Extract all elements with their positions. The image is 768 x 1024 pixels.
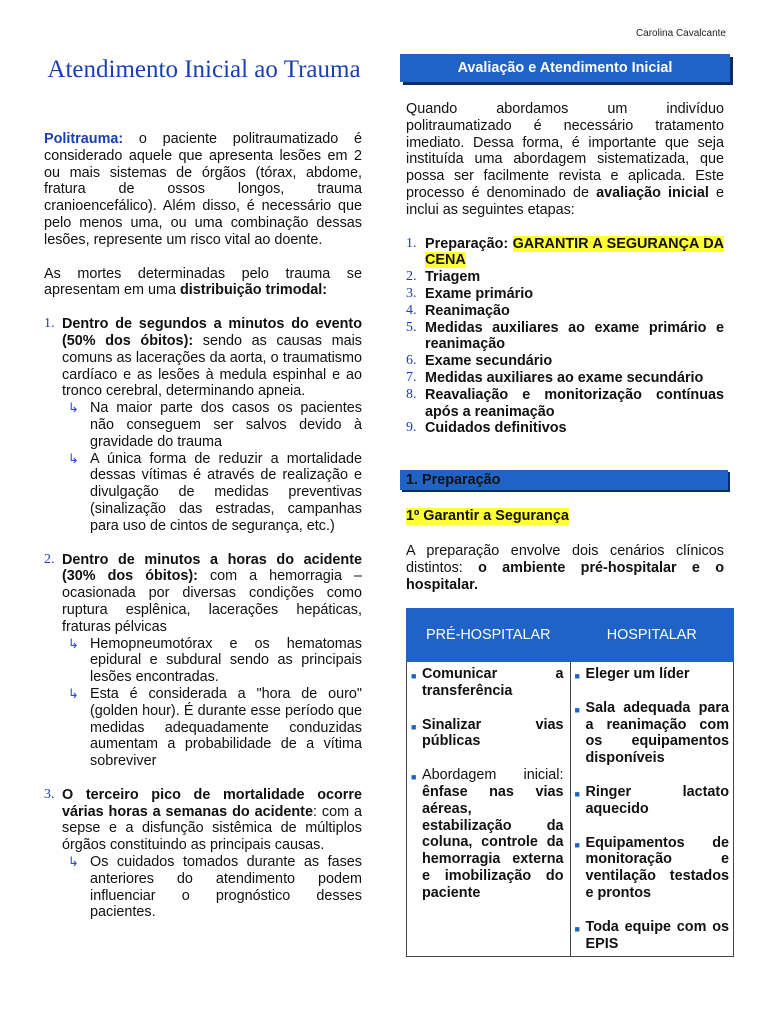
square-bullet-icon: ■ — [574, 839, 580, 850]
peak-title: Dentro de minutos a horas do acidente (30% dos óbitos): — [62, 551, 362, 585]
table-header-hosp: HOSPITALAR — [570, 609, 734, 662]
sub-item — [44, 854, 362, 921]
step-item — [406, 420, 724, 437]
table-list-item — [575, 835, 730, 902]
step-highlight: GARANTIR A SEGURANÇA DA CENA — [425, 235, 724, 269]
sub-text: Esta é considerada a "hora de ouro" (golden hour). É durante esse período que medidas adequadamente conduzidas aumentam a probabilidade de a vítima sobreviver — [90, 685, 362, 770]
step-number: 1. — [406, 235, 417, 251]
sub-text: A única forma de reduzir a mortalidade dessas vítimas é através de realização e divulgação de medidas preventivas (sinalização das estradas, campanhas para uso de cintos de segurança, etc.) — [90, 450, 362, 534]
list-item — [44, 316, 362, 400]
hospital-cell — [570, 662, 734, 957]
step-item — [406, 236, 724, 270]
arrow-bullet-icon: ↳ — [68, 635, 79, 651]
step-text: Cuidados definitivos — [425, 420, 567, 437]
item-bold: ênfase nas vias aéreas, estabilização da coluna, controle da hemorragia externa e imobilização do paciente — [422, 783, 564, 901]
right-column — [406, 101, 724, 437]
list-number: 1. — [44, 316, 55, 332]
table-list-item — [411, 666, 564, 700]
step-number: 9. — [406, 420, 417, 436]
arrow-bullet-icon: ↳ — [68, 854, 79, 870]
section-header-avaliacao: Avaliação e Atendimento Inicial — [400, 54, 730, 82]
prep-bold: o ambiente pré-hospitalar e o hospitalar. — [406, 559, 724, 593]
step-item — [406, 303, 724, 320]
step-number: 7. — [406, 369, 417, 385]
step-item — [406, 353, 724, 370]
list-item — [44, 787, 362, 854]
step-text: Reanimação — [425, 302, 510, 319]
peak-3 — [44, 787, 362, 921]
item-bold: Comunicar a transferência — [422, 666, 564, 699]
politrauma-paragraph — [44, 131, 362, 249]
peak-1 — [44, 316, 362, 534]
avaliacao-intro — [406, 101, 724, 219]
item-bold: Sala adequada para a reanimação com os equipamentos disponíveis — [585, 699, 729, 767]
arrow-bullet-icon: ↳ — [68, 450, 79, 466]
step-item — [406, 286, 724, 303]
sub-item — [44, 451, 362, 535]
politrauma-term: Politrauma: — [44, 131, 124, 147]
step-item — [406, 320, 724, 354]
list-item — [44, 552, 362, 636]
table-header-pre: PRÉ-HOSPITALAR — [407, 609, 571, 662]
step-number: 2. — [406, 269, 417, 285]
peak-title: O terceiro pico de mortalidade ocorre várias horas a semanas do acidente — [62, 786, 362, 820]
table-list-item — [411, 717, 564, 751]
step-text: Exame secundário — [425, 353, 553, 370]
peak-text: com a hemorragia – ocasionada por diversas condições como ruptura esplênica, lacerações hepáticas, fraturas pélvicas — [62, 568, 362, 635]
prep-table — [406, 608, 734, 957]
square-bullet-icon: ■ — [574, 704, 580, 715]
deaths-bold: distribuição trimodal: — [179, 282, 328, 299]
square-bullet-icon: ■ — [574, 788, 580, 799]
steps-list — [406, 236, 724, 438]
sub-item — [44, 400, 362, 450]
intro-bold: avaliação inicial — [596, 184, 709, 201]
step-text: Medidas auxiliares ao exame secundário — [425, 369, 704, 386]
intro-text: Quando abordamos um indivíduo politraumatizado é necessário tratamento imediato. Dessa forma, é importante que seja instituída uma abordagem sistematizada, que possa ser facilmente revista e aplicada. Este processo é denominado de — [406, 101, 724, 201]
sub-text: Hemopneumotórax e os hematomas epidural e subdural sendo as principais lesões encontradas. — [90, 635, 362, 686]
item-bold: Eleger um líder — [585, 666, 690, 682]
list-number: 2. — [44, 551, 55, 567]
prep-text: A preparação envolve dois cenários clínicos distintos: — [406, 543, 724, 576]
step-text: Preparação: — [425, 235, 513, 252]
square-bullet-icon: ■ — [411, 671, 417, 681]
peak-title: Dentro de segundos a minutos do evento (50% dos óbitos): — [62, 316, 362, 349]
square-bullet-icon: ■ — [411, 772, 417, 783]
peak-text: : com a sepse e a disfunção sistêmica de múltiplos órgãos constituindo as principais causas. — [62, 803, 362, 854]
peak-text: sendo as causas mais comuns as lacerações da aorta, o traumatismo cardíaco e as lesões à medula espinhal e ao tronco cerebral, determinando apneia. — [62, 332, 362, 400]
prep-paragraph — [406, 543, 724, 593]
step-item — [406, 370, 724, 387]
step-text: Reavaliação e monitorização contínuas após a reanimação — [425, 386, 724, 420]
sub-text: Na maior parte dos casos os pacientes não conseguem ser salvos devido à gravidade do trauma — [90, 400, 362, 450]
safety-title: 1º Garantir a Segurança — [406, 508, 569, 524]
square-bullet-icon: ■ — [574, 923, 580, 934]
item-bold: Sinalizar vias públicas — [422, 716, 564, 750]
politrauma-text: o paciente politraumatizado é considerado aquele que apresenta lesões em 2 ou mais sistemas de órgãos (tórax, abdome, fratura de ossos longos, trauma cranioencefálico). Além disso, é necessário que pelo menos uma, ou uma combinação dessas lesões, represente um risco vital ao doente. — [44, 131, 362, 248]
table-list-item — [575, 919, 730, 953]
step-number: 8. — [406, 386, 417, 402]
table-list-item — [575, 666, 730, 683]
arrow-bullet-icon: ↳ — [68, 400, 79, 416]
step-number: 3. — [406, 285, 417, 301]
step-text: Medidas auxiliares ao exame primário e reanimação — [425, 319, 724, 353]
page-title: Atendimento Inicial ao Trauma — [47, 56, 361, 83]
step-number: 4. — [406, 302, 417, 318]
arrow-bullet-icon: ↳ — [68, 685, 79, 701]
list-number: 3. — [44, 786, 55, 802]
intro-end: e inclui as seguintes etapas: — [406, 184, 724, 218]
table-list-item — [575, 700, 730, 767]
sub-item — [44, 636, 362, 686]
item-bold: Toda equipe com os EPIS — [585, 918, 729, 952]
item-normal: Abordagem inicial: — [422, 767, 564, 784]
deaths-paragraph — [44, 266, 362, 300]
author-name: Carolina Cavalcante — [635, 28, 726, 39]
step-number: 5. — [406, 319, 417, 335]
section-header-preparacao: 1. Preparação — [400, 470, 728, 490]
step-text: Exame primário — [425, 285, 533, 302]
square-bullet-icon: ■ — [411, 721, 417, 732]
left-column — [44, 131, 362, 921]
table-list-item — [575, 784, 730, 818]
step-item — [406, 269, 724, 286]
item-bold: Ringer lactato aquecido — [585, 783, 729, 817]
step-number: 6. — [406, 353, 417, 369]
step-text: Triagem — [425, 269, 481, 286]
square-bullet-icon: ■ — [574, 671, 580, 681]
step-item — [406, 387, 724, 421]
pre-hospital-cell — [407, 662, 571, 957]
peak-2 — [44, 552, 362, 770]
sub-text: Os cuidados tomados durante as fases anteriores do atendimento podem influenciar o prognóstico desses pacientes. — [90, 854, 362, 921]
deaths-text: As mortes determinadas pelo trauma se apresentam em uma — [44, 265, 362, 299]
table-list-item — [411, 767, 564, 901]
sub-item — [44, 686, 362, 770]
item-bold: Equipamentos de monitoração e ventilação testados e prontos — [585, 834, 729, 901]
